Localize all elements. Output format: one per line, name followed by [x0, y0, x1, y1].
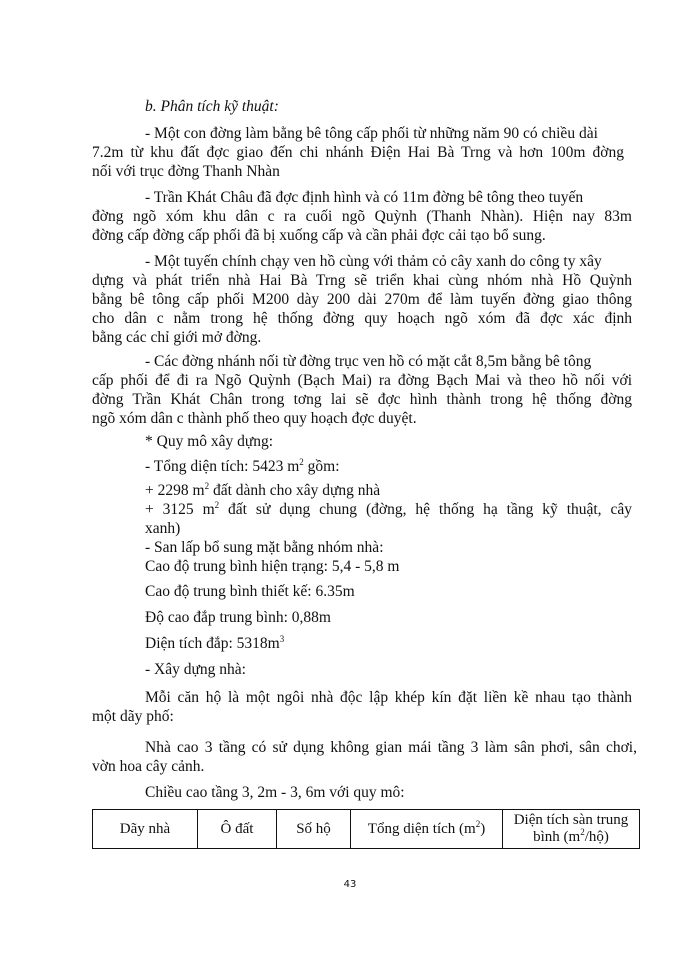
construction-p2-line-1: Nhà cao 3 tầng có sử dụng không gian mái tầng 3 làm sân phơi, sân chơi, [145, 739, 637, 756]
p3-line-3: bằng bê tông cấp phối M200 dày 200 dài 270m để làm tuyến đờng giao thông [92, 291, 632, 308]
total-area: - Tổng diện tích: 5423 $m^2$ gồm: [145, 456, 340, 475]
shared-area-line-1: + 3125 $m^2$ đất sử dụng chung (đờng, hệ thống hạ tầng kỹ thuật, cây [145, 499, 632, 518]
p1-line-1: - Một con đờng làm bằng bê tông cấp phối từ những năm 90 có chiều dài [145, 125, 598, 142]
page-number: 43 [343, 879, 357, 890]
p3-line-2: dựng và phát triển nhà Hai Bà Trng sẽ triển khai cùng nhóm nhà Hồ Quỳnh [92, 272, 632, 289]
p2-line-1: - Trần Khát Châu đã đợc định hình và có 11m đờng bê tông theo tuyến [145, 189, 584, 206]
p2-line-2: đờng ngõ xóm khu dân c ra cuối ngõ Quỳnh (Thanh Nhàn). Hiện nay 83m [92, 208, 632, 225]
construction-p1-line-1: Mỗi căn hộ là một ngôi nhà độc lập khép kín đặt liền kề nhau tạo thành [145, 689, 632, 706]
table-header-row [93, 810, 640, 849]
construction-p3: Chiều cao tầng 3, 2m - 3, 6m với quy mô: [145, 784, 405, 801]
construction-title: - Xây dựng nhà: [145, 661, 246, 678]
p4-line-3: đờng Trần Khát Chân trong tơng lai sẽ đợc hình thành trong hệ thống đờng [92, 391, 632, 408]
construction-p2-line-2: vờn hoa cây cảnh. [92, 758, 205, 775]
fill-area: Diện tích đắp: $5318m^3$ [145, 633, 285, 652]
section-heading: b. Phân tích kỹ thuật: [145, 98, 279, 115]
p4-line-2: cấp phối để đi ra Ngõ Quỳnh (Bạch Mai) ra đờng Bạch Mai và theo hồ nối với [92, 372, 632, 389]
leveling-title: - San lấp bổ sung mặt bằng nhóm nhà: [145, 539, 384, 556]
fill-height: Độ cao đắp trung bình: 0,88m [145, 609, 331, 626]
design-height: Cao độ trung bình thiết kế: 6.35m [145, 583, 355, 600]
p3-line-5: bằng các chỉ giới mở đờng. [92, 329, 262, 346]
p4-line-1: - Các đờng nhánh nối từ đờng trục ven hồ có mặt cắt 8,5m bằng bê tông [145, 353, 592, 370]
current-height: Cao độ trung bình hiện trạng: 5,4 - 5,8 m [145, 558, 400, 575]
header-total-area: Tổng diện tích $(m^2)$ [351, 810, 503, 849]
header-row-of-houses: Dãy nhà [93, 810, 198, 849]
p3-line-1: - Một tuyến chính chạy ven hồ cùng với thảm cỏ cây xanh do công ty xây [145, 253, 602, 270]
shared-area-line-2: xanh) [145, 520, 181, 537]
built-area: + 2298 $m^2$ đất dành cho xây dựng nhà [145, 480, 381, 499]
p4-line-4: ngõ xóm dân c thành phố theo quy hoạch đợc duyệt. [92, 410, 417, 427]
p2-line-3: đờng cấp đờng cấp phối đã bị xuống cấp và cần phải đợc cải tạo bổ sung. [92, 227, 546, 244]
construction-p1-line-2: một dãy phố: [92, 708, 174, 725]
header-households: Số hộ [277, 810, 351, 849]
p1-line-3: nối với trục đờng Thanh Nhàn [92, 163, 280, 180]
scale-title: * Quy mô xây dựng: [145, 433, 274, 450]
p3-line-4: cho dân c nằm trong hệ thống đờng quy hoạch ngõ xóm đã đợc xác định [92, 310, 632, 327]
header-average-floor-area: Diện tích sàn trung bình $(m^2/hộ)$ [503, 810, 640, 849]
p1-line-2: 7.2m từ khu đất đợc giao đến chi nhánh Điện Hai Bà Trng và hơn 100m đờng [92, 144, 624, 161]
scale-table [92, 809, 640, 849]
header-plot: Ô đất [198, 810, 277, 849]
